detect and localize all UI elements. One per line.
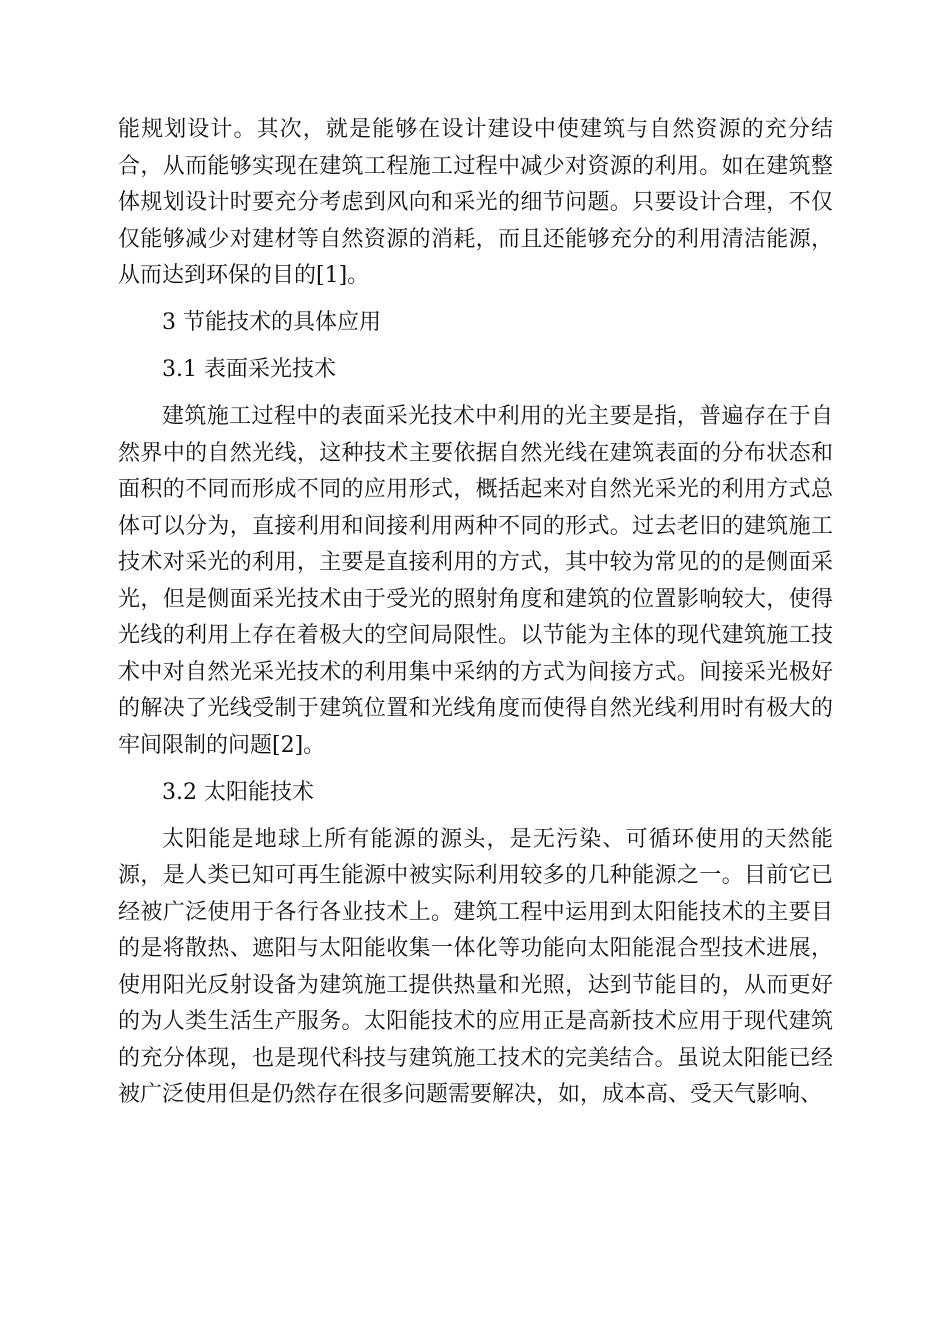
subsection-heading-3-1: 3.1 表面采光技术 bbox=[162, 357, 336, 382]
document-body bbox=[118, 112, 833, 1114]
section-heading-3: 3 节能技术的具体应用 bbox=[162, 310, 381, 335]
paragraph-surface-lighting: 建筑施工过程中的表面采光技术中利用的光主要是指，普遍存在于自然界中的自然光线，这种技术主要依据自然光线在建筑表面的分布状态和面积的不同而形成不同的应用形式，概括起来对自然光采光的利用方式总体可以分为，直接利用和间接利用两种不同的形式。过去老旧的建筑施工技术对采光的利用，主要是直接利用的方式，其中较为常见的的是侧面采光，但是侧面采光技术由于受光的照射角度和建筑的位置影响较大，使得光线的利用上存在着极大的空间局限性。以节能为主体的现代建筑施工技术中对自然光采光技术的利用集中采纳的方式为间接方式。间接采光极好的解决了光线受制于建筑位置和光线角度而使得自然光线利用时有极大的牢间限制的问题[2]。 bbox=[118, 404, 833, 758]
paragraph-solar-energy: 太阳能是地球上所有能源的源头，是无污染、可循环使用的天然能源，是人类已知可再生能源中被实际利用较多的几种能源之一。目前它已经被广泛使用于各行各业技术上。建筑工程中运用到太阳能技术的主要目的是将散热、遮阳与太阳能收集一体化等功能向太阳能混合型技术进展，使用阳光反射设备为建筑施工提供热量和光照，达到节能目的，从而更好的为人类生活生产服务。太阳能技术的应用正是高新技术应用于现代建筑的充分体现，也是现代科技与建筑施工技术的完美结合。虽说太阳能已经被广泛使用但是仍然存在很多问题需要解决，如，成本高、受天气影响、 bbox=[118, 826, 833, 1107]
paragraph-intro-continuation: 能规划设计。其次，就是能够在设计建设中使建筑与自然资源的充分结合，从而能够实现在建筑工程施工过程中减少对资源的利用。如在建筑整体规划设计时要充分考虑到风向和采光的细节问题。只要设计合理，不仅仅能够减少对建材等自然资源的消耗，而且还能够充分的利用清洁能源，从而达到环保的目的[1]。 bbox=[118, 117, 833, 288]
subsection-heading-3-2: 3.2 太阳能技术 bbox=[162, 779, 314, 805]
